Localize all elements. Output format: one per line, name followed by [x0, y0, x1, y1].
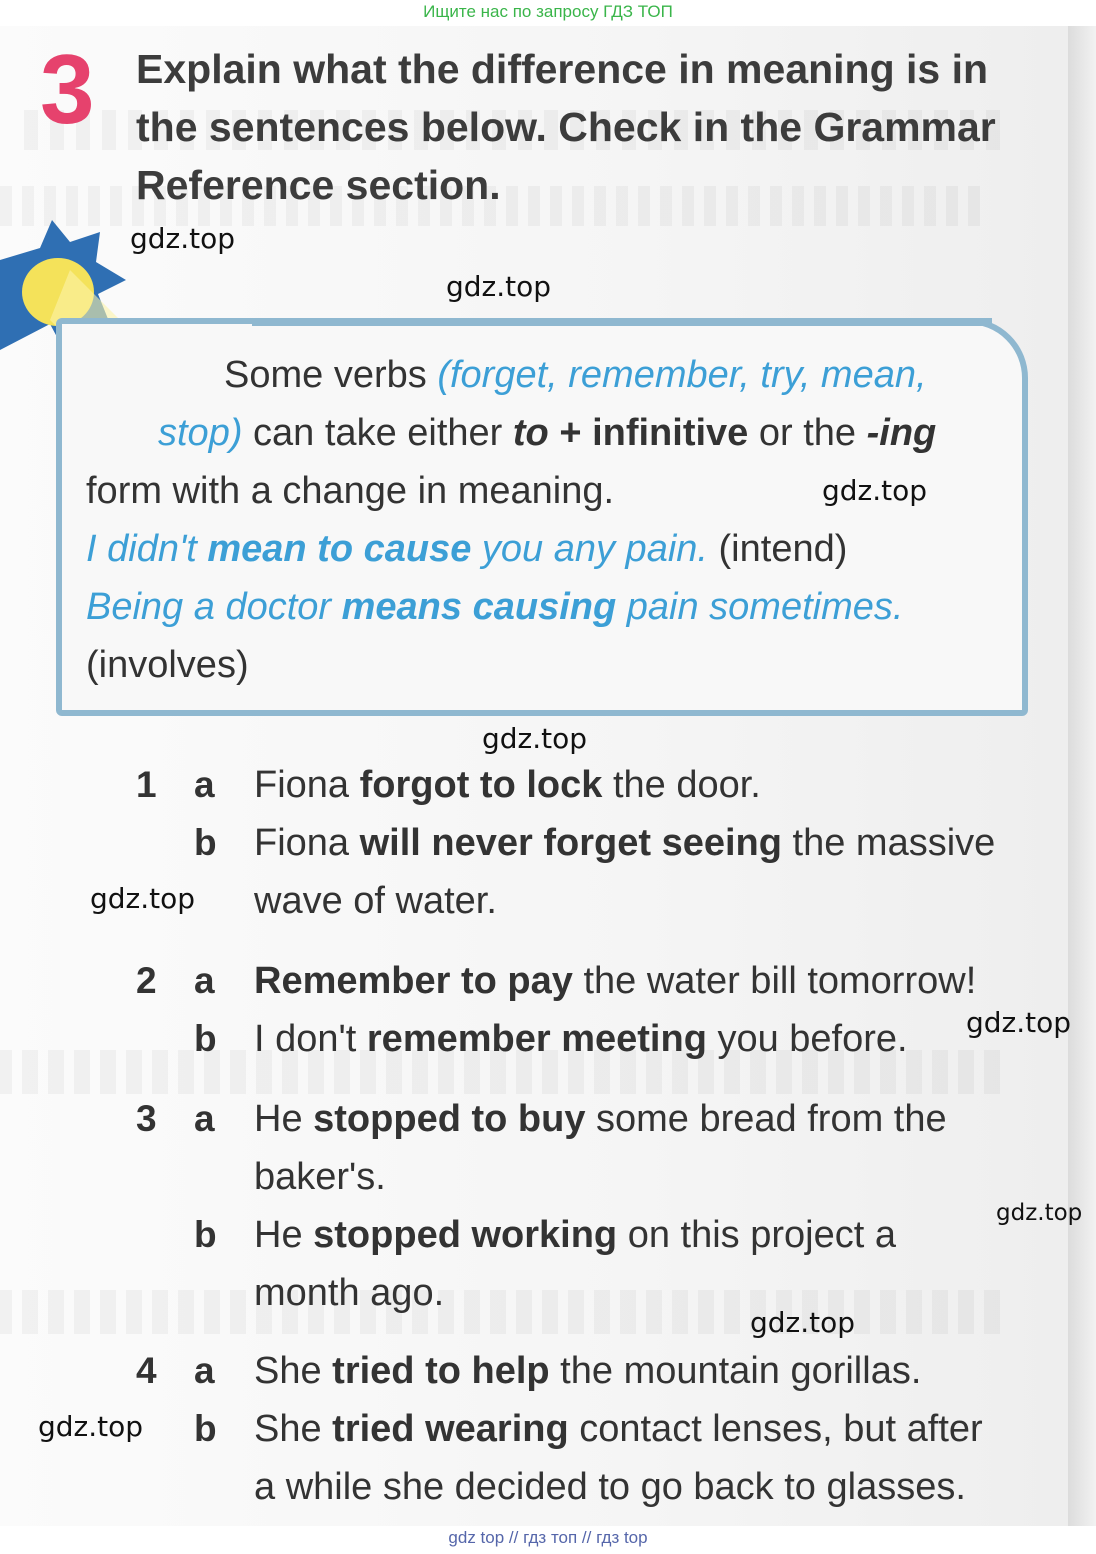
item-text-pre: He	[254, 1098, 314, 1140]
item-text-bold: Remember to pay	[254, 960, 573, 1002]
rule-example-2-note: (involves)	[86, 644, 249, 686]
item-text	[254, 1400, 983, 1458]
item-text-bold: will never forget seeing	[359, 822, 782, 864]
rule-line-3: form with a change in meaning.	[86, 470, 615, 512]
rule-line-1	[86, 346, 1006, 404]
item-text-continued: month ago.	[254, 1272, 445, 1314]
rule-line-2	[86, 404, 1006, 462]
item-text-post: on this project a	[617, 1214, 896, 1256]
rule-verbs-list-end: stop)	[158, 412, 243, 454]
item-text-pre: She	[254, 1350, 333, 1392]
watermark: gdz.top	[966, 1006, 1072, 1039]
exercise-instruction: Explain what the difference in meaning is in the sentences below. Check in the Grammar Reference section.	[136, 46, 996, 208]
rule-example-2	[86, 578, 1006, 636]
item-text-post: the mountain gorillas.	[549, 1350, 922, 1392]
rule-example-1	[86, 520, 1006, 578]
item-text	[254, 1206, 896, 1264]
item-text-bold: remember meeting	[366, 1018, 707, 1060]
item-text-post: the door.	[602, 764, 761, 806]
item-letter: a	[194, 1350, 215, 1391]
item-text-bold: tried to help	[332, 1350, 550, 1392]
item-letter: a	[194, 764, 215, 805]
watermark: gdz.top	[750, 1306, 856, 1339]
item-text-continued: a while she decided to go back to glasses.	[254, 1466, 966, 1508]
item-text-bold: tried wearing	[332, 1408, 569, 1450]
watermark: gdz.top	[446, 270, 552, 303]
item-text-continued: wave of water.	[254, 880, 497, 922]
item-letter: b	[194, 1214, 217, 1255]
rule-verbs-list: (forget, remember, try, mean,	[437, 354, 927, 396]
item-text-pre: Fiona	[254, 822, 360, 864]
item-text-bold: stopped to buy	[313, 1098, 586, 1140]
footer-links[interactable]: gdz top // гдз топ // гдз top	[448, 1528, 648, 1547]
item-text-post: you before.	[706, 1018, 908, 1060]
item-text-bold: stopped working	[313, 1214, 618, 1256]
watermark: gdz.top	[822, 474, 928, 507]
item-letter: b	[194, 1018, 217, 1059]
item-text	[254, 1090, 947, 1148]
watermark: gdz.top	[38, 1410, 144, 1443]
rule-intro: Some verbs	[224, 354, 427, 396]
top-banner[interactable]: Ищите нас по запросу ГДЗ ТОП	[423, 2, 673, 21]
item-text-pre: Fiona	[254, 764, 360, 806]
rule-text: can take either	[253, 412, 503, 454]
item-text	[254, 1010, 908, 1068]
item-letter: a	[194, 960, 215, 1001]
example-1-part: I didn't	[86, 528, 197, 570]
item-text-pre: He	[254, 1214, 314, 1256]
example-1-part: you any pain.	[481, 528, 708, 570]
item-number: 2	[136, 960, 157, 1001]
rule-to: to	[512, 412, 549, 454]
example-2-verb: means causing	[341, 586, 617, 628]
rule-or-the: or the	[758, 412, 857, 454]
example-2-part: Being a doctor	[86, 586, 332, 628]
item-text-post: contact lenses, but after	[568, 1408, 983, 1450]
exercise-number: 3	[40, 34, 95, 144]
watermark: gdz.top	[90, 882, 196, 915]
item-text-continued: baker's.	[254, 1156, 386, 1198]
item-text	[254, 952, 976, 1010]
item-text-pre: She	[254, 1408, 333, 1450]
item-text-post: the water bill tomorrow!	[572, 960, 977, 1002]
item-text-bold: forgot to lock	[359, 764, 603, 806]
grammar-rule-top-bar	[252, 318, 992, 326]
item-text	[254, 1342, 921, 1400]
example-2-part: pain sometimes.	[626, 586, 904, 628]
watermark: gdz.top	[482, 722, 588, 755]
rule-ing: -ing	[866, 412, 937, 454]
example-1-note: (intend)	[718, 528, 848, 570]
page-edge	[1068, 26, 1096, 1526]
item-letter: b	[194, 1408, 217, 1449]
item-text	[254, 814, 995, 872]
item-number: 3	[136, 1098, 157, 1139]
item-text-pre: I don't	[254, 1018, 367, 1060]
watermark: gdz.top	[130, 222, 236, 255]
item-letter: a	[194, 1098, 215, 1139]
rule-infinitive: infinitive	[592, 412, 749, 454]
example-1-verb: mean to cause	[207, 528, 472, 570]
item-text-post: the massive	[781, 822, 996, 864]
item-text	[254, 756, 761, 814]
grammar-rule-text	[86, 346, 1006, 694]
item-letter: b	[194, 822, 217, 863]
watermark: gdz.top	[996, 1200, 1083, 1226]
item-number: 1	[136, 764, 157, 805]
rule-plus: +	[559, 412, 582, 454]
item-text-post: some bread from the	[585, 1098, 947, 1140]
item-number: 4	[136, 1350, 157, 1391]
